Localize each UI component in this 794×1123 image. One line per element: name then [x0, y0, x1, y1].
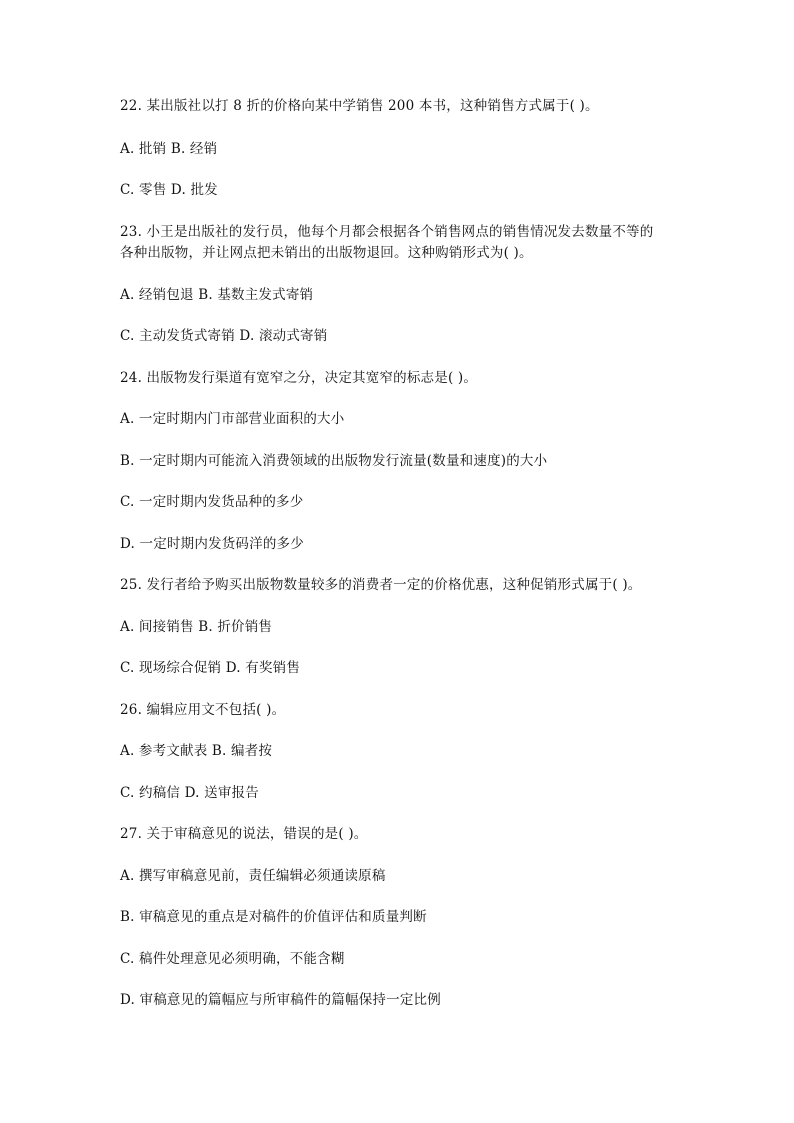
question-24-stem: 24. 出版物发行渠道有宽窄之分，决定其宽窄的标志是( )。 — [120, 370, 478, 386]
question-27-option-b: B. 审稿意见的重点是对稿件的价值评估和质量判断 — [120, 909, 427, 925]
question-26-options-ab: A. 参考文献表 B. 编者按 — [120, 743, 273, 759]
question-23-options-ab: A. 经销包退 B. 基数主发式寄销 — [120, 287, 314, 303]
question-25-options-cd: C. 现场综合促销 D. 有奖销售 — [120, 660, 301, 676]
question-24-option-d: D. 一定时期内发货码洋的多少 — [120, 536, 304, 552]
question-26-options-cd: C. 约稿信 D. 送审报告 — [120, 785, 259, 801]
question-22-options-cd: C. 零售 D. 批发 — [120, 182, 218, 198]
question-22-options-ab: A. 批销 B. 经销 — [120, 141, 218, 157]
question-24-option-c: C. 一定时期内发货品种的多少 — [120, 494, 304, 510]
question-25-stem: 25. 发行者给予购买出版物数量较多的消费者一定的价格优惠，这种促销形式属于( )。 — [120, 577, 642, 593]
question-23-stem-line1: 23. 小王是出版社的发行员，他每个月都会根据各个销售网点的销售情况发去数量不等的 — [120, 224, 654, 240]
question-27-option-d: D. 审稿意见的篇幅应与所审稿件的篇幅保持一定比例 — [120, 992, 441, 1008]
question-22-stem: 22. 某出版社以打 8 折的价格向某中学销售 200 本书，这种销售方式属于( )。 — [120, 98, 599, 114]
question-27-stem: 27. 关于审稿意见的说法，错误的是( )。 — [120, 826, 368, 842]
question-23-options-cd: C. 主动发货式寄销 D. 滚动式寄销 — [120, 328, 328, 344]
question-25-options-ab: A. 间接销售 B. 折价销售 — [120, 619, 273, 635]
question-23-stem-line2: 各种出版物，并让网点把未销出的出版物退回。这种购销形式为( )。 — [120, 245, 533, 261]
question-27-option-a: A. 撰写审稿意见前，责任编辑必须通读原稿 — [120, 868, 386, 884]
question-27-option-c: C. 稿件处理意见必须明确，不能含糊 — [120, 951, 345, 967]
question-24-option-b: B. 一定时期内可能流入消费领域的出版物发行流量(数量和速度)的大小 — [120, 453, 548, 469]
question-26-stem: 26. 编辑应用文不包括( )。 — [120, 702, 286, 718]
question-24-option-a: A. 一定时期内门市部营业面积的大小 — [120, 411, 345, 427]
